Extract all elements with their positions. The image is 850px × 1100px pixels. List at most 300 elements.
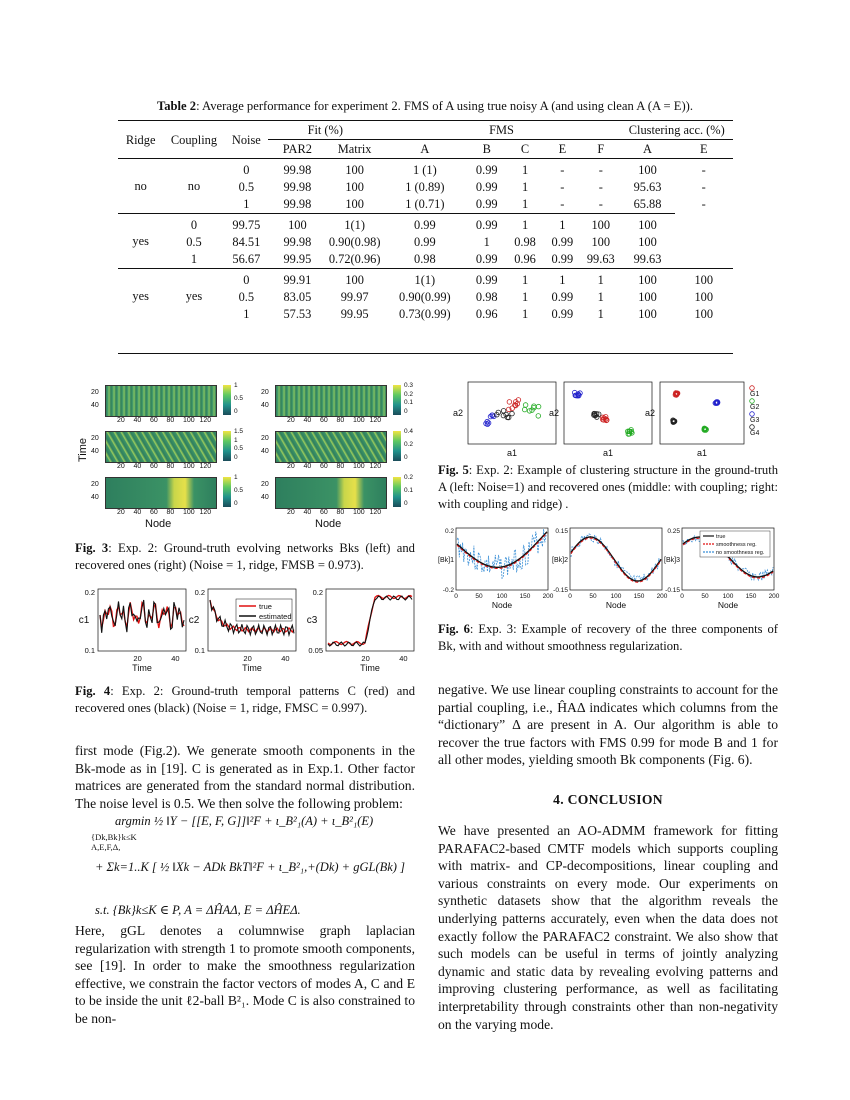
fig3-caption-text: : Exp. 2: Ground-truth evolving networks Bks (left) and recovered ones (right) (Noise = 1, ridge, FMSB = 0.973). xyxy=(75,541,415,572)
fig6-xtick: 50 xyxy=(589,593,597,600)
table-cell: 0.90(0.99) xyxy=(399,290,451,304)
fig6-legend-label: true xyxy=(716,534,726,540)
table-cell: 1 xyxy=(483,235,490,249)
fig5-xlabel: a1 xyxy=(506,448,518,458)
table-cell: 99.63 xyxy=(633,252,662,266)
table-cell: 1 xyxy=(243,307,250,321)
fig4-xtick: 20 xyxy=(133,654,142,663)
fig5-axes xyxy=(564,382,652,444)
table-cell: 0.96 xyxy=(514,252,536,266)
fig6-xtick: 150 xyxy=(633,593,645,600)
fig6-ytick: -0.2 xyxy=(442,587,454,594)
fig6-ytick: -0.15 xyxy=(553,587,568,594)
fig6-xtick: 200 xyxy=(768,593,780,600)
fig3-xtick: 20 xyxy=(287,509,295,516)
table-cell: 1 (0.89) xyxy=(405,180,445,194)
table-cell: 100 xyxy=(345,197,364,211)
fig3-colorbar-tick: 0.2 xyxy=(404,441,414,448)
fig3-xtick: 60 xyxy=(320,417,328,424)
cell-ridge: yes xyxy=(118,269,163,324)
table-cell: - xyxy=(544,159,581,180)
fig4-ytick: 0.2 xyxy=(312,588,323,597)
fig3-ytick: 40 xyxy=(261,448,269,455)
table-cell: 0 xyxy=(163,214,224,235)
fig3-heatmap-panel xyxy=(275,431,387,463)
fig3-xtick: 120 xyxy=(199,463,212,470)
table-cell: 1 xyxy=(243,197,250,211)
header-fms-f: F xyxy=(597,141,605,156)
fig5-svg xyxy=(440,378,780,460)
fig6-caption-label: Fig. 6 xyxy=(438,622,470,636)
table-cell: 1 xyxy=(190,252,198,266)
table-cell: 100 xyxy=(591,235,611,249)
fig6-xtick: 0 xyxy=(680,593,684,600)
fig6-ylabel: [Bk]1 xyxy=(438,557,454,564)
fig3-xtick: 40 xyxy=(303,509,312,516)
fig3-xtick: 120 xyxy=(369,417,382,424)
fig6-ytick: 0.25 xyxy=(667,528,680,535)
fig4-caption-text: : Exp. 2: Ground-truth temporal patterns C (red) and recovered ones (black) (Noise = 1, ridge, FMSC = 0.997). xyxy=(75,684,415,715)
fig3-colorbar-tick: 0 xyxy=(234,408,238,415)
fig6-xtick: 50 xyxy=(475,593,483,600)
fig4 xyxy=(78,585,418,675)
header-fms-a: A xyxy=(420,141,430,156)
fig4-ytick: 0.05 xyxy=(308,646,323,655)
header-clust-e: E xyxy=(699,141,708,156)
fig3-xtick: 40 xyxy=(303,463,312,470)
fig3-colorbar-tick: 0 xyxy=(404,408,408,415)
fig3-xtick: 80 xyxy=(336,463,345,470)
fig5-caption xyxy=(438,462,778,513)
fig5-xlabel: a1 xyxy=(696,448,708,458)
fig6-ylabel: [Bk]3 xyxy=(664,557,680,564)
fig3-xtick: 100 xyxy=(353,509,365,516)
fig3-xtick: 60 xyxy=(150,463,158,470)
table-top-rule xyxy=(118,120,733,121)
fig3-colorbar-tick: 0.1 xyxy=(404,487,414,494)
fig6-xtick: 200 xyxy=(542,593,554,600)
fig3-heatmap-panel xyxy=(105,385,217,417)
table-row xyxy=(118,251,733,269)
table-cell: 1 (1) xyxy=(383,159,468,180)
table-cell: 99.98 xyxy=(283,235,312,249)
fig5-axes xyxy=(660,382,744,444)
fig3-xtick: 40 xyxy=(303,417,312,424)
fig3-colorbar-tick: 0 xyxy=(234,454,238,461)
fig6-xtick: 200 xyxy=(656,593,668,600)
fig6-xlabel: Node xyxy=(605,600,627,610)
fig3-xtick: 60 xyxy=(150,509,158,516)
fig4-xtick: 20 xyxy=(243,654,252,663)
fig6-xtick: 100 xyxy=(722,593,734,600)
table-cell: 57.53 xyxy=(283,307,312,321)
fig3-ytick: 40 xyxy=(91,402,99,409)
fig4-legend-estimated: estimated xyxy=(259,612,292,621)
fig3-xtick: 100 xyxy=(353,463,365,470)
table-cell: 99.95 xyxy=(283,252,312,266)
table-cell: - xyxy=(701,197,706,212)
fig6-xlabel: Node xyxy=(491,600,513,610)
table-cell: 100 xyxy=(345,180,364,194)
header-fms-c: C xyxy=(520,141,530,156)
table-row xyxy=(118,234,733,251)
fig3-colorbar-tick: 1.5 xyxy=(234,428,244,435)
table-cell: 100 xyxy=(621,159,675,180)
fig3-xlabel-left: Node xyxy=(145,518,172,530)
table-cell: 1 xyxy=(521,307,529,321)
fig5-legend-label: G4 xyxy=(750,430,760,437)
table-cell: 0.99 xyxy=(467,214,506,235)
fig4-legend-true: true xyxy=(259,602,272,611)
fig4-caption xyxy=(75,683,415,717)
fig3-colorbar-tick: 0.5 xyxy=(234,395,244,402)
fig4-xlabel: Time xyxy=(132,663,152,673)
table-cell: 100 xyxy=(268,214,327,235)
table-cell: 0 xyxy=(225,159,268,180)
header-fit: Fit (%) xyxy=(268,122,383,140)
cell-coupling: yes xyxy=(118,214,163,269)
fig3-heatmap-panel xyxy=(275,385,387,417)
fig3-ytick: 40 xyxy=(261,402,269,409)
fig5-legend-marker xyxy=(750,425,755,430)
fig3-xtick: 20 xyxy=(287,463,295,470)
table-cell: 1(1) xyxy=(383,269,468,290)
table-cell: 99.75 xyxy=(225,214,268,235)
table-row xyxy=(118,269,733,290)
fig3-ytick: 20 xyxy=(91,481,99,488)
table-cell: 100 xyxy=(621,214,675,235)
table-cell: 0.90(0.98) xyxy=(328,235,381,249)
table-cell: 100 xyxy=(621,269,675,290)
fig3-ylabel: Time xyxy=(77,437,90,463)
table-cell: 1 xyxy=(521,180,529,194)
table-cell: 0.99 xyxy=(467,159,506,180)
fig3-xtick: 80 xyxy=(166,463,175,470)
table-caption-text: : Average performance for experiment 2. FMS of A using true noisy A (and using clean A (A = E)). xyxy=(196,99,693,113)
fig6-xtick: 100 xyxy=(496,593,508,600)
table-cell: 99.95 xyxy=(340,307,369,321)
fig4-ytick: 0.2 xyxy=(84,588,95,597)
table-cell: 99.63 xyxy=(586,252,615,266)
table-cell: 1 xyxy=(521,197,529,211)
fig3-xtick: 40 xyxy=(133,509,142,516)
fig3-xtick: 40 xyxy=(133,417,142,424)
table-cell: - xyxy=(598,197,603,211)
fig3-colorbar-tick: 0.1 xyxy=(404,399,414,407)
header-fms-e: E xyxy=(558,141,567,156)
table-cell: 1 xyxy=(597,307,604,321)
fig4-ytick: 0.2 xyxy=(194,588,205,597)
table-cell: 99.98 xyxy=(268,159,327,180)
equation-line-3: s.t. {Bk}k≤K ∈ P, A = ΔĤAΔ, E = ΔĤEΔ. xyxy=(95,903,301,917)
fig4-xtick: 40 xyxy=(281,654,290,663)
table-cell: 0.99 xyxy=(475,197,498,211)
fig3-colorbar-tick: 0 xyxy=(404,454,408,461)
table-cell: 100 xyxy=(638,235,657,249)
fig5-ylabel: a2 xyxy=(548,408,560,418)
fig3-colorbar-tick: 0.5 xyxy=(234,445,244,453)
table-cell: 99.97 xyxy=(340,290,369,304)
header-fms: FMS xyxy=(383,122,621,140)
fig5-legend-label: G3 xyxy=(750,417,760,424)
table-cell: 100 xyxy=(638,290,657,304)
header-ridge: Ridge xyxy=(125,132,156,147)
fig3-colorbar xyxy=(223,385,231,415)
table-cell: 0.99 xyxy=(475,252,498,266)
fig3-colorbar-tick: 0.5 xyxy=(234,487,244,494)
table-cell: 100 xyxy=(694,290,714,304)
fig6-legend-label: smoothness reg. xyxy=(716,542,757,548)
header-par2: PAR2 xyxy=(282,141,312,156)
table-cell: 0.99 xyxy=(383,214,468,235)
fig3-xtick: 80 xyxy=(166,509,175,516)
fig4-caption-label: Fig. 4 xyxy=(75,684,111,698)
table-cell: 1 (0.71) xyxy=(405,197,445,211)
table-cell: 0.99 xyxy=(475,180,498,194)
fig3-xtick: 20 xyxy=(117,417,125,424)
fig5-xlabel: a1 xyxy=(602,448,614,458)
fig3-xtick: 80 xyxy=(336,509,345,516)
fig3-xtick: 100 xyxy=(353,417,365,424)
table-cell: 100 xyxy=(638,307,657,321)
header-matrix: Matrix xyxy=(337,141,372,156)
table-cell: 0.99 xyxy=(414,235,436,249)
fig3-xtick: 120 xyxy=(369,463,382,470)
fig3-ytick: 40 xyxy=(91,448,99,455)
fig6-xtick: 150 xyxy=(519,593,531,600)
fig3-ytick: 20 xyxy=(91,389,99,396)
fig3-xtick: 60 xyxy=(320,463,328,470)
fig3-heatmap-panel xyxy=(105,477,217,509)
equation-line-1: argmin ½ ‖Y − [[E, F, G]]‖²F + ι_B²₁(A) + ι_B²₁(E) xyxy=(115,814,374,828)
fig5-caption-label: Fig. 5 xyxy=(438,463,469,477)
fig6-xtick: 0 xyxy=(568,593,572,600)
fig6-xlabel: Node xyxy=(717,600,739,610)
table-cell: 1 xyxy=(506,269,543,290)
fig6-xtick: 50 xyxy=(701,593,709,600)
fig4-ylabel: c2 xyxy=(188,615,200,626)
fig3-heatmap-panel xyxy=(105,431,217,463)
fig5-legend-marker xyxy=(750,386,755,391)
fig3-xtick: 80 xyxy=(166,417,175,424)
fig4-ytick: 0.1 xyxy=(194,646,205,655)
cell-coupling: yes xyxy=(163,269,224,324)
fig5-legend-label: G2 xyxy=(750,404,760,411)
fig3-xtick: 120 xyxy=(369,509,382,516)
fig3-colorbar-tick: 0.2 xyxy=(404,474,414,481)
table-cell: 56.67 xyxy=(232,252,261,266)
fig5 xyxy=(440,378,780,460)
table-cell: 1 xyxy=(521,290,529,304)
fig4-svg xyxy=(78,585,418,675)
table-cell: 100 xyxy=(675,269,734,290)
fig5-axes xyxy=(468,382,556,444)
fig3-xtick: 100 xyxy=(183,509,195,516)
table-cell: 1 xyxy=(581,269,621,290)
fig3-xtick: 100 xyxy=(183,463,195,470)
fig4-xtick: 20 xyxy=(361,654,370,663)
header-clust-a: A xyxy=(643,141,652,156)
fig3-colorbar xyxy=(223,431,231,461)
table-cell: 0.98 xyxy=(514,235,536,249)
fig5-caption-text: : Exp. 2: Example of clustering structure in the ground-truth A (left: Noise=1) and recovered ones (middle: with coupling; right: with coupling and ridge) . xyxy=(438,463,778,511)
fig3-colorbar-tick: 0.4 xyxy=(404,428,414,435)
table-cell: - xyxy=(701,180,706,194)
table-cell: 95.63 xyxy=(633,180,662,194)
fig3-xtick: 60 xyxy=(150,417,158,424)
fig3-ytick: 20 xyxy=(261,435,269,442)
table-cell: 0.96 xyxy=(475,307,498,321)
fig3-colorbar-tick: 0 xyxy=(404,500,408,507)
equation-subscript: {Dk,Bk}k≤K A,E,F,Δ, xyxy=(91,832,137,852)
fig3-xtick: 20 xyxy=(117,463,125,470)
table-cell: 0.98 xyxy=(414,252,436,266)
header-clustering: Clustering acc. (%) xyxy=(621,122,733,140)
fig6-legend-label: no smoothness reg. xyxy=(716,550,765,556)
fig6-ytick: 0.15 xyxy=(555,528,568,535)
fig6 xyxy=(438,524,780,614)
fig5-legend-marker xyxy=(750,399,755,404)
table-cell: - xyxy=(560,180,565,194)
fig3-colorbar-tick: 0.2 xyxy=(404,390,414,398)
left-paragraph-2: Here, gGL denotes a columnwise graph laplacian regularization with strength 1 to promote smooth components, see [19]. In order to make the smoothness regularization effective, we constrain the factor vectors of modes A, C and E to be inside the unit ℓ2-ball B²₁. Mode C is also constrained to be non- xyxy=(75,923,415,1026)
fig6-xtick: 100 xyxy=(610,593,622,600)
table-cell: 1 xyxy=(506,214,543,235)
table-cell: 1(1) xyxy=(327,214,383,235)
table-cell: 0.99 xyxy=(551,235,574,249)
table-cell: 1 xyxy=(544,214,581,235)
equation-line-2: + Σk=1..K [ ½ ‖Xk − ADk BkT‖²F + ι_B²₁,+(Dk) + gGL(Bk) ] xyxy=(95,860,405,874)
table-cell: 1 xyxy=(506,159,543,180)
fig3-colorbar-tick: 1 xyxy=(234,474,238,481)
table-cell: 0.72(0.96) xyxy=(328,252,381,266)
table-cell: 100 xyxy=(694,307,714,321)
fig4-ytick: 0.1 xyxy=(84,646,95,655)
fig3-colorbar-tick: 1 xyxy=(234,382,238,389)
fig3-colorbar-tick: 0.3 xyxy=(404,382,414,389)
table-caption-label: Table 2 xyxy=(157,99,197,113)
table-cell: 0.5 xyxy=(238,180,255,194)
fig6-ytick: -0.15 xyxy=(665,587,680,594)
fig6-caption-text: : Exp. 3: Example of recovery of the three components of Bk, with and without smoothness regularization. xyxy=(438,622,778,653)
fig5-ylabel: a2 xyxy=(452,408,464,418)
fig4-xlabel: Time xyxy=(360,663,380,673)
cell-ridge: no xyxy=(118,159,163,214)
fig3-caption xyxy=(75,540,415,574)
fig3-colorbar xyxy=(393,477,401,507)
fig4-xtick: 40 xyxy=(171,654,180,663)
fig3-xtick: 120 xyxy=(199,509,212,516)
right-paragraph-2: We have presented an AO-ADMM framework for fitting PARAFAC2-based CMTF models which supports coupling with matrix- and CP-decompositions, linear coupling and various constraints on every mode. Our experiments on synthetic datasets show that the algorithm reveals the underlying patterns accurately, even when the data does not exactly follow the PARAFAC2 constraint. We also show that such models can be useful in terms of jointly analyzing dynamic and static data by revealing evolving patterns and improving clustering performance, as well as facilitating interpretability through constraints other than non-negativity on the varying mode. xyxy=(438,823,778,1032)
table-cell: 0.99 xyxy=(551,290,574,304)
fig3-ytick: 20 xyxy=(261,481,269,488)
fig3-heatmap-panel xyxy=(275,477,387,509)
header-coupling: Coupling xyxy=(170,132,218,147)
fig6-caption xyxy=(438,621,778,655)
table-cell: 0.99 xyxy=(551,307,574,321)
fig3-colorbar xyxy=(223,477,231,507)
table-cell: 99.98 xyxy=(283,197,312,211)
optimization-equation xyxy=(85,808,415,918)
fig3-ytick: 40 xyxy=(91,494,99,501)
table-cell: 100 xyxy=(327,159,383,180)
table-cell: - xyxy=(560,197,565,211)
table-cell: - xyxy=(675,159,734,180)
table-cell: 99.91 xyxy=(268,269,327,290)
table-cell: 0.73(0.99) xyxy=(399,307,451,321)
fig5-legend-label: G1 xyxy=(750,391,760,398)
fig3 xyxy=(75,380,415,530)
table-row xyxy=(118,159,733,180)
table-row xyxy=(118,214,733,235)
table-cell: 84.51 xyxy=(232,235,261,249)
table-cell: 65.88 xyxy=(633,197,662,211)
header-fms-b: B xyxy=(482,141,491,156)
table-cell: - xyxy=(581,159,621,180)
fig3-xtick: 40 xyxy=(133,463,142,470)
fig3-xtick: 120 xyxy=(199,417,212,424)
fig3-colorbar xyxy=(393,431,401,461)
fig6-axes xyxy=(456,528,548,590)
right-paragraph-1: negative. We use linear coupling constraints to account for the partial coupling, i.e., ĤAΔ indicates which columns from the “dictionary” Δ are present in A. Our algorithm is able to recover the true factors with FMS 0.99 for mode B and 1 for all other modes, yielding smooth Bk components (Fig. 6). xyxy=(438,682,778,768)
fig4-xtick: 40 xyxy=(399,654,408,663)
table-cell: 0.99 xyxy=(551,252,574,266)
fig3-ytick: 20 xyxy=(261,389,269,396)
fig3-xtick: 100 xyxy=(183,417,195,424)
left-paragraph-1: first mode (Fig.2). We generate smooth components in the Bk-mode as in [19]. C is generated as in Exp.1. Other factor matrices are generated from the standard normal distribution. The noise level is 0.5. We then solve the following problem: xyxy=(75,743,415,811)
fig4-xlabel: Time xyxy=(242,663,262,673)
fig3-ytick: 40 xyxy=(261,494,269,501)
table-cell: 1 xyxy=(544,269,581,290)
table-cell: 0.5 xyxy=(186,235,202,249)
fig3-colorbar xyxy=(393,385,401,415)
section-title-conclusion: 4. CONCLUSION xyxy=(553,792,663,807)
fig4-ylabel: c1 xyxy=(78,615,90,626)
fig3-xtick: 20 xyxy=(287,417,295,424)
fig5-legend-marker xyxy=(750,412,755,417)
fig6-xtick: 0 xyxy=(454,593,458,600)
table-cell: 0.5 xyxy=(238,290,255,304)
fig3-colorbar-tick: 1 xyxy=(234,436,238,444)
fig4-ylabel: c3 xyxy=(306,615,318,626)
fig3-colorbar-tick: 0 xyxy=(234,500,238,507)
table-cell: 0 xyxy=(225,269,268,290)
table-cell: 0.99 xyxy=(467,269,506,290)
table-cell: 1 xyxy=(597,290,604,304)
fig6-xtick: 150 xyxy=(745,593,757,600)
table-cell: - xyxy=(598,180,603,194)
cell-coupling: no xyxy=(163,159,224,214)
table-cell: 83.05 xyxy=(283,290,312,304)
fig3-caption-label: Fig. 3 xyxy=(75,541,109,555)
fig3-xtick: 80 xyxy=(336,417,345,424)
table-bottom-rule xyxy=(118,353,733,354)
table-caption xyxy=(60,99,790,114)
table-cell: 0.98 xyxy=(475,290,498,304)
fig3-xtick: 60 xyxy=(320,509,328,516)
table-cell: 100 xyxy=(581,214,621,235)
table-cell: 99.98 xyxy=(283,180,312,194)
fig6-svg xyxy=(438,524,780,614)
fig5-ylabel: a2 xyxy=(644,408,656,418)
fig6-ylabel: [Bk]2 xyxy=(552,557,568,564)
fig3-xlabel-right: Node xyxy=(315,518,342,530)
header-noise: Noise xyxy=(231,132,261,147)
fig3-ytick: 20 xyxy=(91,435,99,442)
results-table xyxy=(118,122,733,323)
fig3-xtick: 20 xyxy=(117,509,125,516)
table-cell: 100 xyxy=(327,269,383,290)
